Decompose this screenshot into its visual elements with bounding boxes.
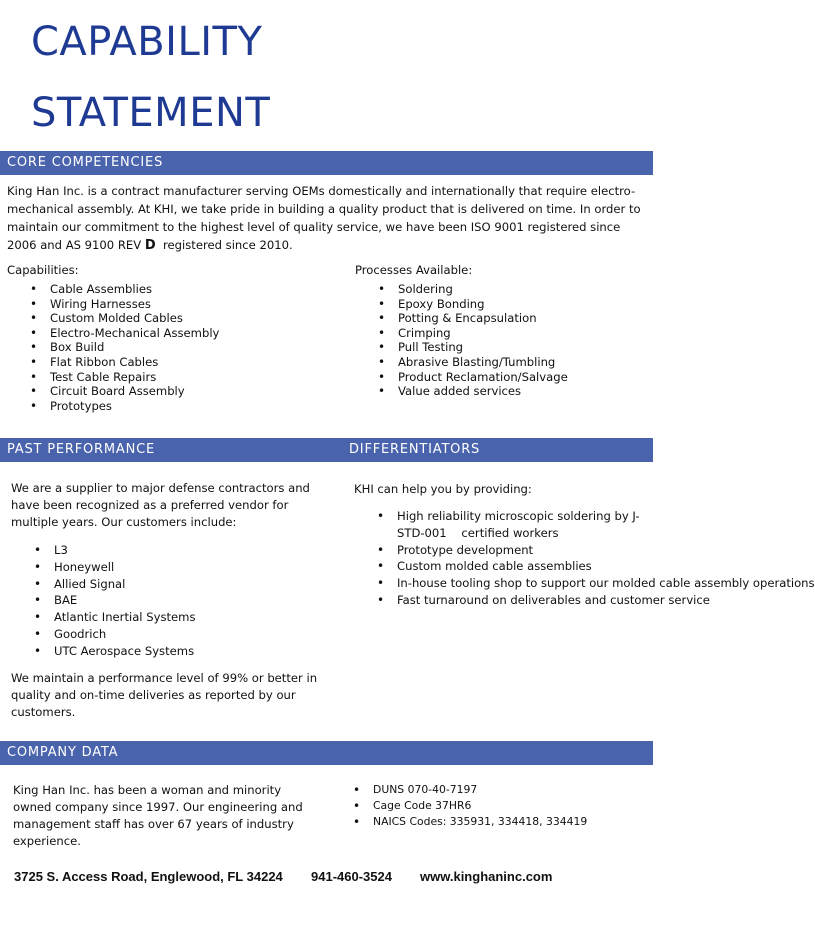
section-band-past-diff	[0, 438, 653, 462]
core-intro-rev: D	[144, 238, 156, 253]
list-item: • Custom molded cable assemblies	[354, 558, 644, 575]
company-facts-list	[330, 782, 587, 830]
list-item: • Value added services	[355, 384, 568, 399]
list-item: • Prototypes	[7, 399, 219, 414]
list-item: • Fast turnaround on deliverables and customer service	[354, 592, 644, 609]
page-title-line2: STATEMENT	[31, 90, 271, 136]
capabilities-label: Capabilities:	[7, 263, 79, 277]
differentiators-list	[354, 508, 815, 609]
list-item: • Custom Molded Cables	[7, 311, 219, 326]
list-item: • In-house tooling shop to support our molded cable assembly operations	[354, 575, 644, 592]
list-item: • Cage Code 37HR6	[330, 798, 587, 814]
list-item: • Atlantic Inertial Systems	[11, 609, 196, 626]
page-title-line1: CAPABILITY	[31, 19, 263, 65]
customers-list	[11, 542, 196, 660]
list-item: • Crimping	[355, 326, 568, 341]
list-item: • Abrasive Blasting/Tumbling	[355, 355, 568, 370]
list-item: • UTC Aerospace Systems	[11, 643, 196, 660]
footer-address: 3725 S. Access Road, Englewood, FL 34224	[14, 869, 283, 884]
footer-website[interactable]: www.kinghaninc.com	[420, 869, 553, 884]
list-item: • BAE	[11, 592, 196, 609]
diff-intro: KHI can help you by providing:	[354, 482, 532, 496]
company-text: King Han Inc. has been a woman and minority owned company since 1997. Our engineering and management staff has over 67 years of industry experience.	[13, 783, 303, 848]
list-item: • Allied Signal	[11, 576, 196, 593]
processes-label: Processes Available:	[355, 263, 473, 277]
section-band-company	[0, 741, 653, 765]
list-item: • Box Build	[7, 340, 219, 355]
list-item: • Flat Ribbon Cables	[7, 355, 219, 370]
list-item: • Wiring Harnesses	[7, 297, 219, 312]
past-intro: We are a supplier to major defense contractors and have been recognized as a preferred vendor for multiple years. Our customers include:	[11, 481, 310, 529]
list-item: • Prototype development	[354, 542, 644, 559]
list-item: • Circuit Board Assembly	[7, 384, 219, 399]
section-heading-past: PAST PERFORMANCE	[7, 442, 155, 457]
list-item: • Epoxy Bonding	[355, 297, 568, 312]
section-heading-company: COMPANY DATA	[7, 745, 119, 760]
processes-list	[355, 282, 568, 399]
past-closing: We maintain a performance level of 99% or better in quality and on-time deliveries as reported by our customers.	[11, 671, 318, 719]
list-item: • L3	[11, 542, 196, 559]
list-item: • Product Reclamation/Salvage	[355, 370, 568, 385]
list-item: • High reliability microscopic soldering by J-STD-001 certified workers	[354, 508, 644, 542]
footer-phone: 941-460-3524	[311, 869, 392, 884]
core-intro-text: King Han Inc. is a contract manufacturer serving OEMs domestically and internationally that require electro-mechanical assembly. At KHI, we take pride in building a quality product that is delivered on time. In order to maintain our commitment to the highest level of quality service, we have been ISO 9001 registered since 2006 and AS 9100 REV	[7, 184, 641, 252]
list-item: • Pull Testing	[355, 340, 568, 355]
section-heading-diff: DIFFERENTIATORS	[349, 442, 481, 457]
list-item: • Goodrich	[11, 626, 196, 643]
list-item: • Electro-Mechanical Assembly	[7, 326, 219, 341]
core-intro-tail: registered since 2010.	[155, 238, 293, 252]
core-intro	[7, 182, 647, 255]
list-item: • Cable Assemblies	[7, 282, 219, 297]
section-band-core	[0, 151, 653, 175]
list-item: • NAICS Codes: 335931, 334418, 334419	[330, 814, 587, 830]
list-item: • Potting & Encapsulation	[355, 311, 568, 326]
list-item: • Soldering	[355, 282, 568, 297]
section-heading-core: CORE COMPETENCIES	[7, 155, 164, 170]
capabilities-list	[7, 282, 219, 413]
list-item: • Honeywell	[11, 559, 196, 576]
list-item: • DUNS 070-40-7197	[330, 782, 587, 798]
list-item: • Test Cable Repairs	[7, 370, 219, 385]
